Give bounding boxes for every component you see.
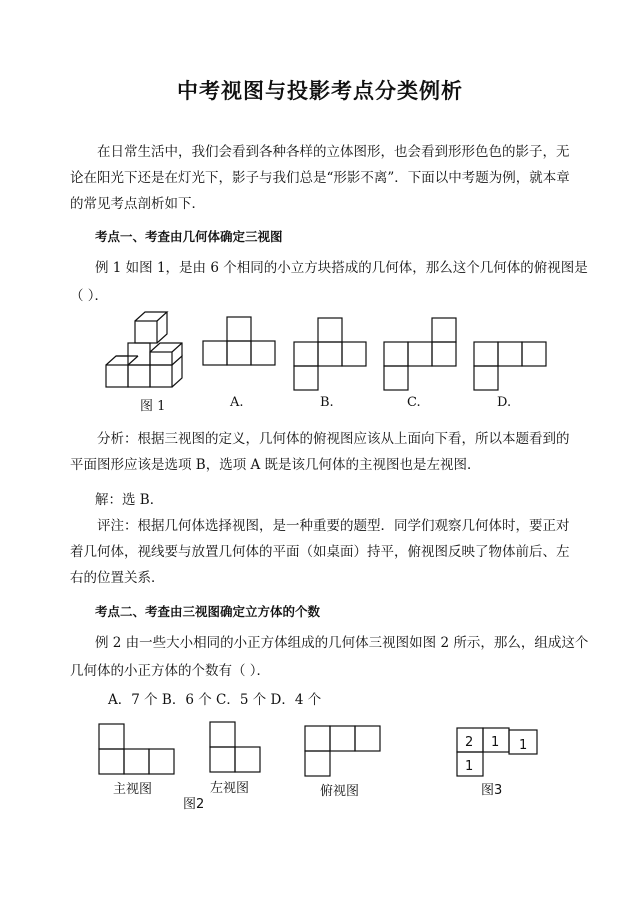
figure3-caption: 图3 (481, 783, 503, 798)
grid-number: 1 (465, 759, 474, 774)
analysis-paragraph: 分析：根据三视图的定义，几何体的俯视图应该从上面向下看，所以本题看到的平面图形应该是选项 B，选项 A 既是该几何体的主视图也是左视图． (70, 431, 570, 473)
page-title: 中考视图与投影考点分类例析 (177, 79, 463, 103)
example1-line2: （ ）． (70, 288, 109, 304)
grid-number: 1 (491, 735, 500, 750)
front-view-caption: 主视图 (113, 782, 153, 797)
figure1-caption: 图 1 (140, 399, 166, 414)
left-view-caption: 左视图 (210, 781, 250, 796)
option-d-drawing (474, 342, 546, 390)
top-view-drawing (305, 726, 380, 776)
option-b-label: B. (320, 395, 334, 410)
option-a-drawing (203, 317, 275, 365)
option-d-label: D. (497, 395, 512, 410)
option-c-label: C. (407, 395, 421, 410)
option-a-label: A. (230, 395, 244, 410)
left-view-drawing (210, 722, 260, 772)
comment-paragraph: 评注：根据几何体选择视图，是一种重要的题型．同学们观察几何体时，要正对着几何体，视线要与放置几何体的平面（如桌面）持平，俯视图反映了物体前后、左右的位置关系． (70, 518, 570, 586)
option-c-drawing (384, 318, 456, 390)
option-b-drawing (294, 318, 366, 390)
example1-line1: 例 1 如图 1，是由 6 个相同的小立方块搭成的几何体，那么这个几何体的俯视图是 (95, 260, 588, 276)
example2-line2: 几何体的小正方体的个数有（ ）． (70, 663, 271, 679)
section1-heading: 考点一、考查由几何体确定三视图 (95, 229, 283, 244)
intro-paragraph: 在日常生活中，我们会看到各种各样的立体图形，也会看到形形色色的影子，无论在阳光下还是在灯光下，影子与我们总是“形影不离”．下面以中考题为例，就本章的常见考点剖析如下． (70, 144, 570, 212)
example2-options: A．7 个 B．6 个 C．5 个 D．4 个 (108, 692, 322, 708)
figure3-grid (457, 728, 537, 776)
front-view-drawing (99, 724, 174, 774)
example2-line1: 例 2 由一些大小相同的小正方体组成的几何体三视图如图 2 所示，那么，组成这个 (95, 635, 589, 651)
figure2-caption: 图2 (183, 797, 205, 812)
answer-line: 解：选 B． (95, 492, 164, 508)
grid-number: 2 (465, 735, 474, 750)
cube-stack-drawing (106, 312, 182, 387)
top-view-caption: 俯视图 (320, 784, 360, 799)
grid-number: 1 (519, 738, 528, 753)
section2-heading: 考点二、考查由三视图确定立方体的个数 (95, 604, 321, 619)
